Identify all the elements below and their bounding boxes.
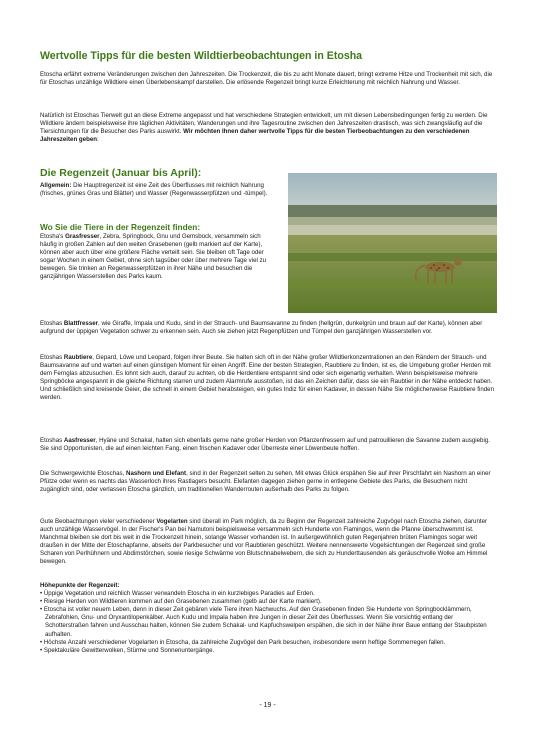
browsers-paragraph (40, 320, 497, 336)
grazers-bold: Grasfresser (65, 233, 100, 240)
list-item: • Höchste Anzahl verschiedener Vogelarten in Etoscha, da zahlreiche Zugvögel den Park besuchen, insbesondere wenn heftige Sommerregen fallen. (40, 638, 446, 646)
predators-bold: Raubtiere (63, 354, 93, 361)
browsers-text: , wie Giraffe, Impala und Kudu, sind in der Strauch- und Baumsavanne zu finden (hellgrün, dunkelgrün und braun auf der Karte), können aber aufgrund der üppigen Vegetation schwer zu erkennen sein. Auch sie ziehen jetzt Regenpfützen und Tümpel den ganzjährigen Wasserstellen vor. (40, 320, 483, 336)
predators-paragraph (40, 354, 497, 403)
browsers-pre: Etoshas (40, 320, 64, 327)
heavyweights-paragraph (40, 470, 497, 494)
heavyweights-text: , sind in der Regenzeit selten zu sehen. Mit etwas Glück erspähen Sie auf ihrer Pirschfahrt ein Nashorn an einer Pfütze oder wenn es nachts das Wasserloch ihres Rastlagers besucht. Elefanten dagegen ziehen gerne in entlegene Gebiete des Parks, die Besuchern nicht zugänglich sind, oder verlassen Etoscha gänzlich, um traditionellen Wanderrouten außerhalb des Parks zu folgen. (40, 470, 491, 494)
list-item: • Spektakuläre Gewitterwolken, Stürme und Sonnenuntergänge. (40, 646, 215, 654)
list-item: • Üppige Vegetation und reichlich Wasser verwandeln Etoscha in ein kurzlebiges Paradies auf Erden. (40, 590, 315, 598)
grazers-text: , Zebra, Springbock, Gnu und Gemsbock, versammeln sich häufig in großen Zahlen auf den weiten Grasebenen (gelb markiert auf der Karte), können aber auch über eine größere Fläche verteilt sein. Sie bleiben oft Tage oder sogar Wochen in einem Gebiet, ohne sich tagsüber oder über mehrere Tage viel zu bewegen. Sie trinken an Regenwasserpfützen in ihrer Nähe und besuchen die ganzjährigen Wasserstellen des Parks kaum. (40, 233, 267, 281)
highlights-heading: Höhepunkte der Regenzeit: (40, 582, 120, 589)
browsers-bold: Blattfresser (63, 320, 99, 327)
page-title: Wertvolle Tipps für die besten Wildtierbeobachtungen in Etosha (40, 50, 363, 62)
birds-text: sind überall im Park möglich, da zu Beginn der Regenzeit zahlreiche Zugvögel nach Etoscha ziehen, darunter auch unzählige Wasservögel. In der Fischer's Pan bei Namutoni beispielsweise versammeln sich Hunderte von Flamingos, wenn die Pfanne überschwemmt ist. Manchmal bleiben sie dort bis weit in die Trockenzeit hinein, solange Wasser vorhanden ist. In außergewöhnlich guten Regenjahren brüten Flamingos sogar weit draußen in der Mitte der Etoschapfanne, abseits der Parkbesucher und vor Raubtieren geschützt. Weitere nennenswerte Vogelsichtungen der Regenzeit sind große Scharen von Perlhühnern und Abdimstörchen, sowie riesige Schwärme von Blutschnabelwebern, die sich zu Hunderttausenden als geräuschvolle Wolke am Himmel bewegen. (40, 518, 488, 566)
highlights-list (40, 582, 497, 655)
list-item: • Riesige Herden von Wildtieren kommen auf den Grasebenen zusammen (gelb auf der Karte markiert). (40, 598, 322, 606)
scavengers-pre: Etoshas (40, 437, 64, 444)
scavengers-bold: Aasfresser (63, 437, 96, 444)
list-item: • Etoscha ist voller neuem Leben, denn in dieser Zeit gebären viele Tiere ihren Nachwuchs. Auf den Grasebenen finden Sie Hunderte von Springbocklämmern, Zebrafohlen, Gnu- und Oryxantilopenkälber. Auch Kudu und Impala haben ihre Jungen in dieser Zeit des Überflusses. Wenn Sie vorsichtig entlang der Schotterstraßen fahren und Ausschau halten, können Sie zudem Schakal- und Kapfuchswelpen erspähen, die sich in der Nähe ihrer Baue entlang der Staubpisten aufhalten. (40, 606, 487, 638)
intro-bold-text: Wir möchten Ihnen daher wertvolle Tipps für die besten Tierbeobachtungen zu den verschiedenen Jahreszeiten geben (40, 128, 470, 144)
predators-pre: Etoshas (40, 354, 64, 361)
page-number: - 19 - (259, 702, 276, 709)
birds-bold: Vogelarten (156, 518, 188, 525)
general-text: Die Hauptregenzeit ist eine Zeit des Überflusses mit reichlich Nahrung (frisches, grünes Gras und Blätter) und Wasser (Regenwasserpfützen und -tümpel). (40, 182, 268, 198)
heavyweights-bold: Nashorn und Elefant (126, 470, 187, 477)
intro-paragraph-1: Etoscha erfährt extreme Veränderungen zwischen den Jahreszeiten. Die Trockenzeit, die bis zu acht Monate dauert, bringt extreme Hitze und Trockenheit mit sich, die für Etoschas unzählige Wildtiere einen Überlebenskampf darstellen. Die erlösende Regenzeit bringt kurze Erleichterung mit reichlich Nahrung und Wasser. (40, 71, 493, 87)
predators-text: , Gepard, Löwe und Leopard, folgen ihrer Beute. Sie halten sich oft in der Nähe großer Wildtierkonzentrationen an den Rändern der Strauch- und Baumsavanne auf und warten auf einen günstigen Moment für einen Angriff. Eine der besten Strategien, Raubtiere zu finden, ist es, die Umgebung großer Herden mit dem Fernglas abzusuchen. Es lohnt sich auch, darauf zu achten, ob die Herdentiere entspannt sind oder sich eigenartig verhalten. Wenn beispielsweise mehrere Springböcke angespannt in die gleiche Richtung starren und zudem Alarmrufe ausstoßen, ist das ein Zeichen dafür, dass sie ein Raubtier in der Nähe entdeckt haben. Und schließlich sind kreisende Geier, die schnell in einem Gebiet herabsteigen, ein gutes Indiz für einen Kadaver, in dessen Nähe Sie möglicherweise Raubtiere finden werden. (40, 354, 494, 402)
where-heading: Wo Sie die Tiere in der Regenzeit finden: (40, 222, 201, 232)
scavengers-paragraph (40, 437, 497, 453)
scavengers-text: , Hyäne und Schakal, halten sich ebenfalls gerne nahe großer Herden von Pflanzenfressern auf und patrouillieren die Savanne zudem ausgiebig. Sie sind Opportunisten, die auf einen leichten Fang, einen frischen Kadaver oder Überreste einer Löwenbeute hoffen. (40, 437, 490, 453)
cheetah-photo (288, 173, 497, 313)
intro-paragraph-2-text: Natürlich ist Etoschas Tierwelt gut an diese Extreme angepasst und hat verschiedene Strategien entwickelt, um mit diesen Lebensbedingungen fertig zu werden. Die Wildtiere ändern beispielsweise ihre täglichen Aktivitäten, Wanderungen und ihre Tagesroutine zwischen den Jahreszeiten drastisch, was sich zwangsläufig auf die Tiersichtungen für die Besucher des Parks auswirkt. (40, 112, 488, 136)
intro-paragraph-2: Natürlich ist Etoschas Tierwelt gut an diese Extreme angepasst und hat verschiedene Strategien entwickelt, um mit diesen Lebensbedingungen fertig zu werden. Die Wildtiere ändern beispielsweise ihre täglichen Aktivitäten, Wanderungen und ihre Tagesroutine zwischen den Jahreszeiten drastisch, was sich zwangsläufig auf die Tiersichtungen für die Besucher des Parks auswirkt. Wir möchten Ihnen daher wertvolle Tipps für die besten Tierbeobachtungen zu den verschiedenen Jahreszeiten geben: (40, 112, 488, 144)
birds-pre: Gute Beobachtungen vieler verschiedener (40, 518, 157, 525)
general-label: Allgemein: (40, 182, 72, 189)
birds-paragraph (40, 518, 497, 567)
grazers-paragraph (40, 233, 276, 282)
season-heading: Die Regenzeit (Januar bis April): (40, 167, 202, 179)
grazers-pre: Etosha's (40, 233, 66, 240)
heavyweights-pre: Die Schwergewichte Etoschas, (40, 470, 127, 477)
general-paragraph (40, 182, 280, 198)
